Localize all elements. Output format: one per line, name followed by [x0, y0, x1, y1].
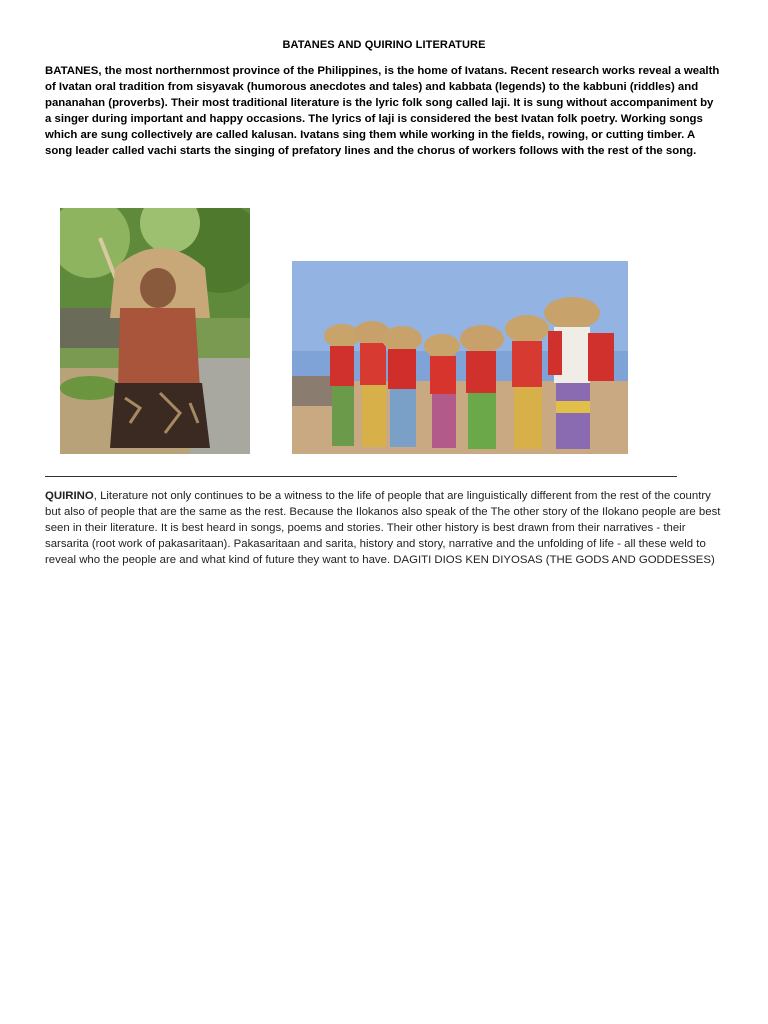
batanes-lead: BATANES	[45, 65, 99, 77]
batanes-paragraph	[45, 63, 721, 159]
ivatan-elder-photo	[60, 208, 250, 454]
ivatan-dancers-photo	[292, 261, 628, 454]
document-title: BATANES AND QUIRINO LITERATURE	[282, 39, 486, 51]
quirino-lead: QUIRINO	[45, 490, 94, 502]
quirino-paragraph	[45, 488, 721, 568]
batanes-body: , the most northernmost province of the Philippines, is the home of Ivatans. Recent research works reveal a wealth of Ivatan oral tradition from sisyavak (humorous anecdotes and tales) and kabbata (legends) to the kabbuni (riddles) and pananahan (proverbs). Their most traditional literature is the lyric folk song called laji. It is sung without accompaniment by a singer during important and happy occasions. The lyrics of laji is considered the best Ivatan folk poetry. Working songs which are sung collectively are called kalusan. Ivatans sing them while working in the fields, rowing, or cutting timber. A song leader called vachi starts the singing of prefatory lines and the chorus of workers follows with the rest of the song.	[45, 65, 720, 157]
quirino-body: , Literature not only continues to be a witness to the life of people that are linguistically different from the rest of the country but also of people that are the same as the rest. Because the Ilokanos also speak of the The other story of the Ilokano people are best seen in their literature. It is best heard in songs, poems and stories. Their other history is best drawn from their narratives - their sarsarita (root work of pakasaritaan). Pakasaritaan and sarita, history and story, narrative and the unfolding of life - all these weld to reveal who the people are and what kind of future they want to have. DAGITI DIOS KEN DIYOSAS (THE GODS AND GODDESSES)	[45, 490, 721, 566]
section-divider	[45, 476, 677, 477]
